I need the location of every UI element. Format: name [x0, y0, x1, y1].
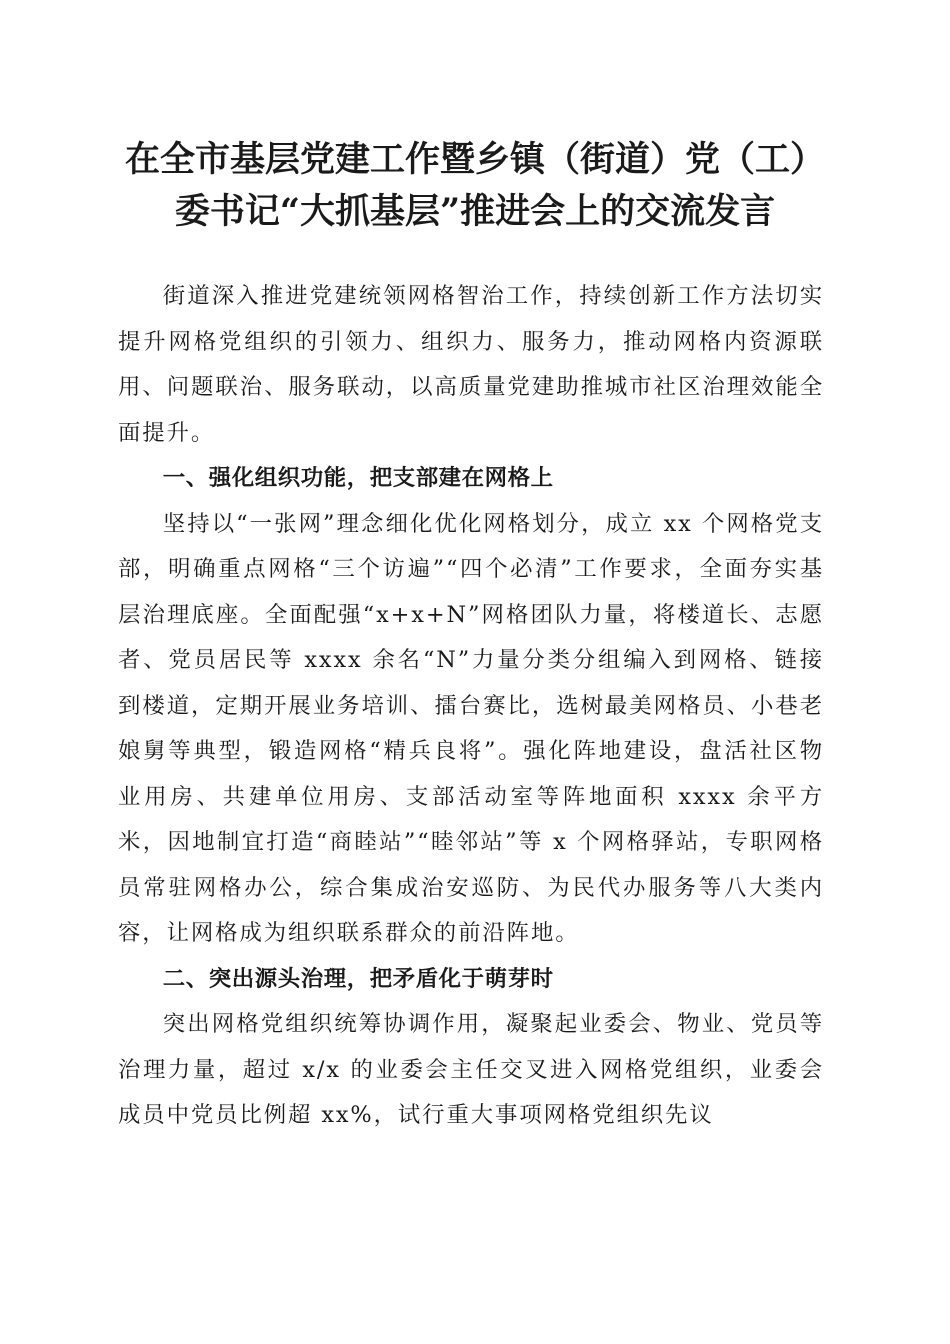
section-2-paragraph: 突出网格党组织统筹协调作用，凝聚起业委会、物业、党员等治理力量，超过 x/x 的业委会主任交叉进入网格党组织，业委会成员中党员比例超 xx%，试行重大事项网格党组织先议: [118, 1011, 824, 1128]
section-1-paragraph: 坚持以“一张网”理念细化优化网格划分，成立 xx 个网格党支部，明确重点网格“三个访遍”“四个必清”工作要求，全面夯实基层治理底座。全面配强“x+x+N”网格团队力量，将楼道长、志愿者、党员居民等 xxxx 余名“N”力量分类分组编入到网格、链接到楼道，定期开展业务培训、擂台赛比，选树最美网格员、小巷老娘舅等典型，锻造网格“精兵良将”。强化阵地建设，盘活社区物业用房、共建单位用房、支部活动室等阵地面积 xxxx 余平方米，因地制宜打造“商睦站”“睦邻站”等 x 个网格驿站，专职网格员常驻网格办公，综合集成治安巡防、为民代办服务等八大类内容，让网格成为组织联系群众的前沿阵地。: [118, 510, 824, 946]
title-line-2: 委书记“大抓基层”推进会上的交流发言: [174, 191, 776, 232]
document-body: [118, 274, 824, 1139]
section-heading-1: 一、强化组织功能，把支部建在网格上: [162, 465, 554, 491]
title-line-1: 在全市基层党建工作暨乡镇（街道）党（工）: [124, 139, 825, 180]
section-heading-2: 二、突出源头治理，把矛盾化于萌芽时: [162, 965, 554, 992]
intro-paragraph: 街道深入推进党建统领网格智治工作，持续创新工作方法切实提升网格党组织的引领力、组织力、服务力，推动网格内资源联用、问题联治、服务联动，以高质量党建助推城市社区治理效能全面提升。: [118, 283, 824, 446]
document-title: [60, 134, 890, 238]
